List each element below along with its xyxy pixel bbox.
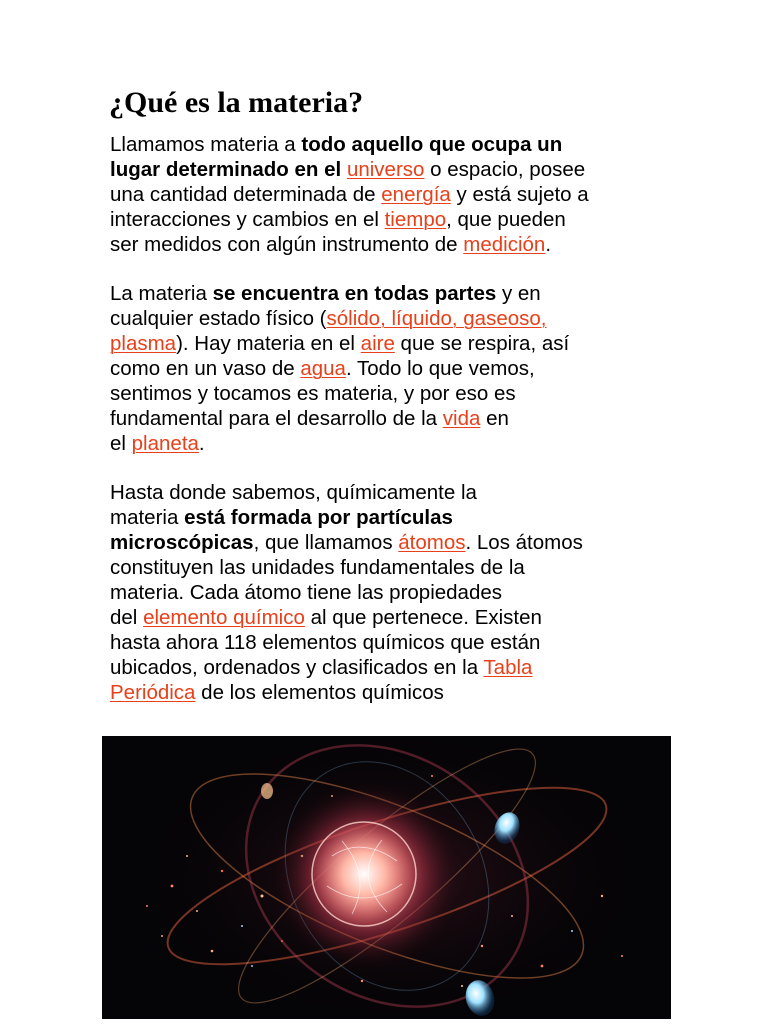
text-run: de los elementos químicos bbox=[195, 681, 444, 704]
text-run: ubicados, ordenados y clasificados en la bbox=[110, 656, 484, 679]
text-run: el bbox=[110, 432, 132, 455]
link-atomos[interactable]: átomos bbox=[398, 531, 466, 554]
text-run: una cantidad determinada de bbox=[110, 183, 382, 206]
text-run: y está sujeto a bbox=[450, 183, 589, 206]
link-medicion[interactable]: medición bbox=[463, 233, 546, 256]
text-line bbox=[110, 431, 670, 456]
text-run: . bbox=[545, 233, 552, 256]
link-universo[interactable]: universo bbox=[346, 158, 425, 181]
text-run: interacciones y cambios en el bbox=[110, 208, 385, 231]
text-run: ). Hay materia en el bbox=[176, 332, 361, 355]
bold-text: todo aquello que ocupa un bbox=[301, 133, 563, 156]
text-run: . bbox=[198, 432, 205, 455]
text-line bbox=[110, 182, 670, 207]
text-run: La materia bbox=[110, 282, 213, 305]
text-run: y en bbox=[496, 282, 541, 305]
link-aire[interactable]: aire bbox=[360, 332, 395, 355]
text-run: . Todo lo que vemos, bbox=[345, 357, 535, 380]
text-line bbox=[110, 306, 670, 331]
text-run: materia bbox=[110, 506, 185, 529]
nucleus bbox=[312, 822, 416, 926]
link-planeta[interactable]: planeta bbox=[131, 432, 199, 455]
text-run: al que pertenece. Existen bbox=[304, 606, 542, 629]
text-line bbox=[110, 505, 670, 530]
text-line bbox=[110, 680, 670, 705]
link-agua[interactable]: agua bbox=[300, 357, 346, 380]
text-line bbox=[110, 356, 670, 381]
atom-illustration-svg bbox=[102, 736, 671, 1019]
link-estados[interactable]: sólido, líquido, gaseoso, bbox=[326, 307, 547, 330]
text-line bbox=[110, 406, 670, 431]
bold-text: microscópicas bbox=[110, 531, 254, 554]
text-line: constituyen las unidades fundamentales de la bbox=[110, 556, 525, 579]
page-title: ¿Qué es la materia? bbox=[109, 86, 364, 119]
text-run: como en un vaso de bbox=[110, 357, 301, 380]
link-plasma[interactable]: plasma bbox=[110, 332, 177, 355]
text-line: materia. Cada átomo tiene las propiedades bbox=[110, 581, 503, 604]
electron bbox=[261, 783, 273, 799]
text-run: o espacio, posee bbox=[424, 158, 586, 181]
text-line bbox=[110, 232, 670, 257]
paragraph-atoms bbox=[110, 480, 670, 705]
text-line bbox=[110, 530, 670, 555]
paragraph-states bbox=[110, 281, 670, 456]
text-run: Llamamos materia a bbox=[110, 133, 302, 156]
paragraph-definition bbox=[110, 132, 670, 257]
text-run: , que pueden bbox=[446, 208, 566, 231]
text-run: , que llamamos bbox=[253, 531, 399, 554]
link-tabla-periodica[interactable]: Tabla bbox=[483, 656, 533, 679]
bold-text: está formada por partículas bbox=[184, 506, 453, 529]
link-elemento-quimico[interactable]: elemento químico bbox=[143, 606, 305, 629]
text-line: sentimos y tocamos es materia, y por eso es bbox=[110, 382, 516, 405]
text-run: ser medidos con algún instrumento de bbox=[110, 233, 464, 256]
link-energia[interactable]: energía bbox=[381, 183, 451, 206]
text-line bbox=[110, 605, 670, 630]
text-run: del bbox=[110, 606, 144, 629]
text-line bbox=[110, 331, 670, 356]
text-line bbox=[110, 655, 670, 680]
text-run: . Los átomos bbox=[465, 531, 583, 554]
text-run: que se respira, así bbox=[394, 332, 570, 355]
text-run: cualquier estado físico ( bbox=[110, 307, 327, 330]
text-line bbox=[110, 132, 670, 157]
text-line bbox=[110, 207, 670, 232]
text-line: hasta ahora 118 elementos químicos que están bbox=[110, 631, 541, 654]
link-periodica[interactable]: Periódica bbox=[110, 681, 196, 704]
bold-text: lugar determinado en el bbox=[110, 158, 342, 181]
text-line bbox=[110, 157, 670, 182]
text-run: fundamental para el desarrollo de la bbox=[110, 407, 443, 430]
text-line bbox=[110, 281, 670, 306]
link-vida[interactable]: vida bbox=[442, 407, 481, 430]
text-run: en bbox=[480, 407, 509, 430]
atom-illustration bbox=[102, 736, 671, 1019]
link-tiempo[interactable]: tiempo bbox=[384, 208, 447, 231]
text-line: Hasta donde sabemos, químicamente la bbox=[110, 481, 477, 504]
bold-text: se encuentra en todas partes bbox=[212, 282, 497, 305]
